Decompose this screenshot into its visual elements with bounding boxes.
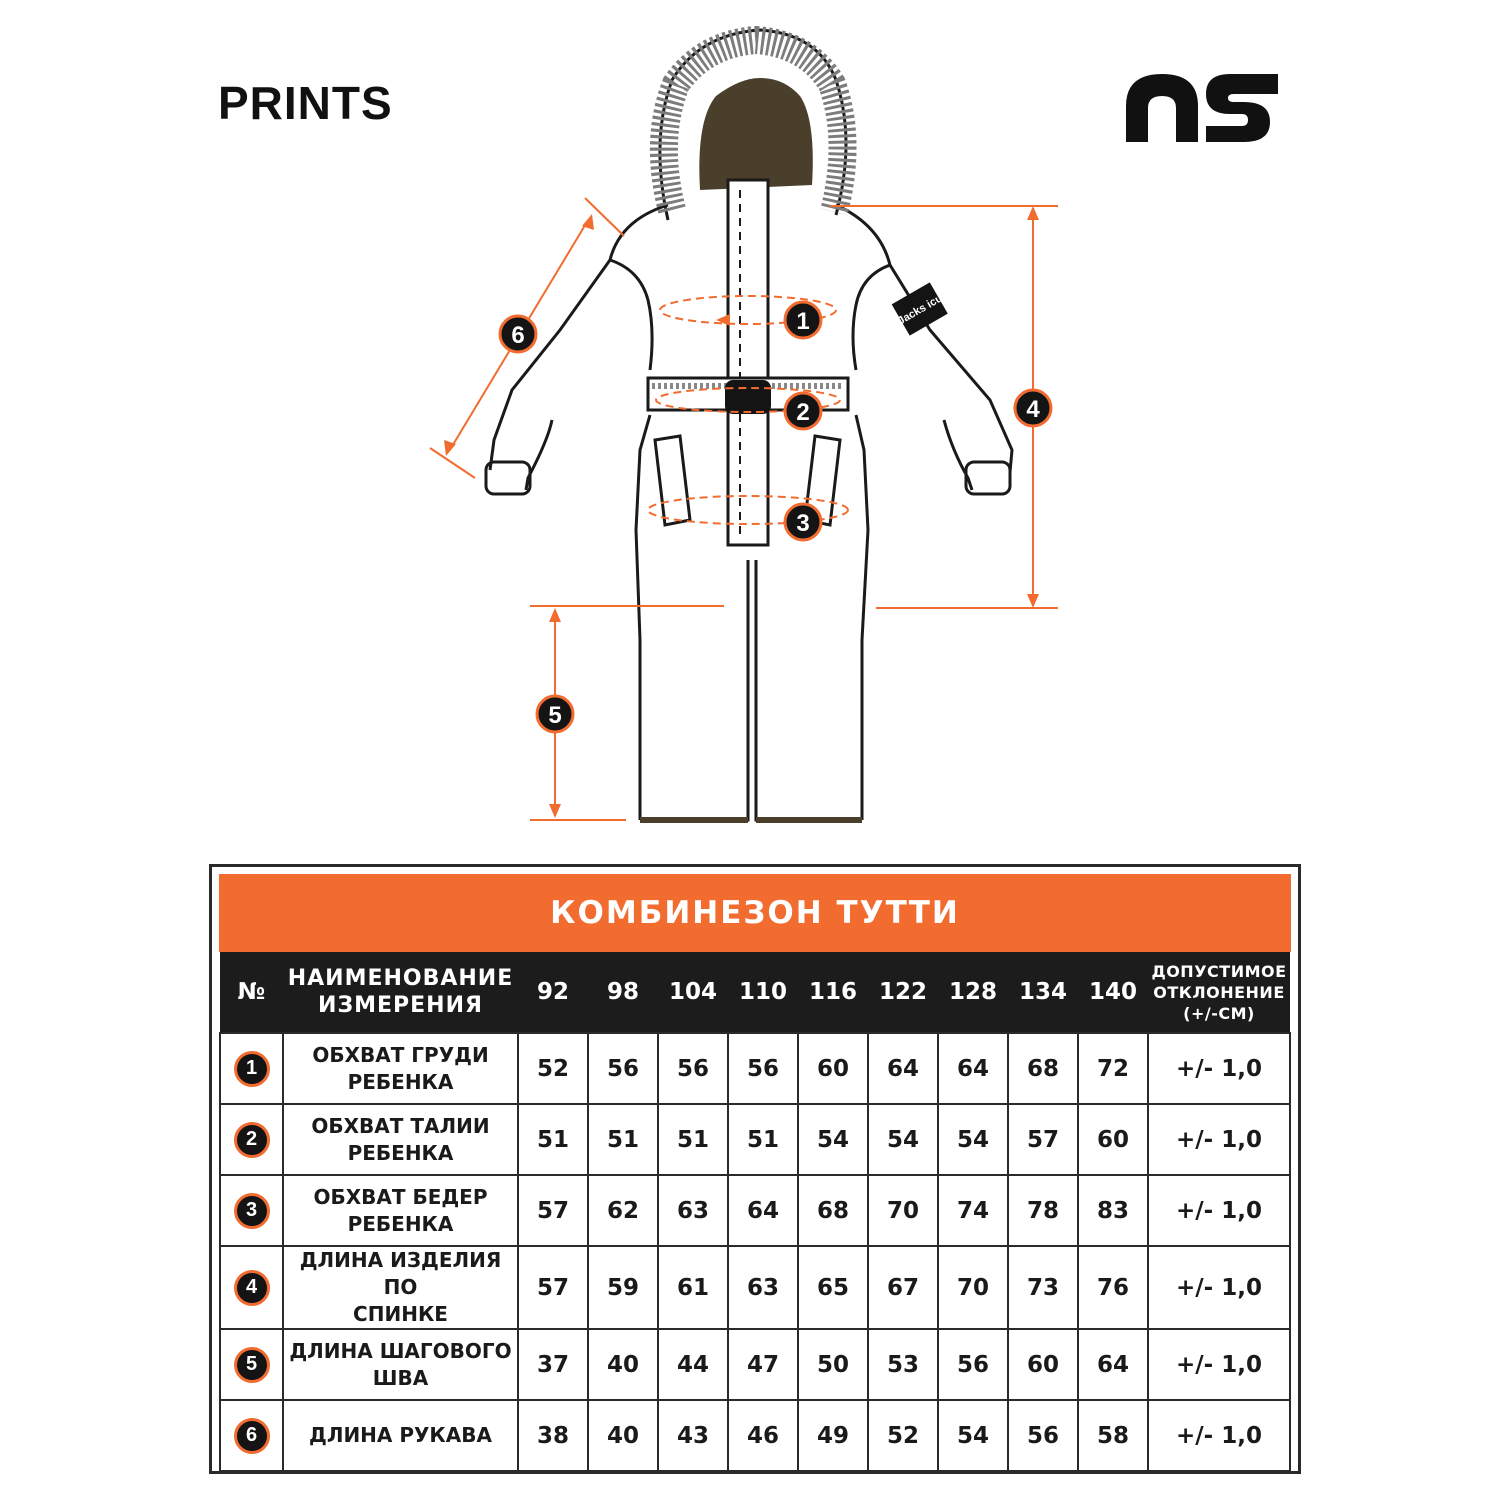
- deviation-header-line1: ДОПУСТИМОЕ: [1151, 961, 1287, 981]
- size-value-cell: 51: [658, 1104, 728, 1175]
- svg-text:1: 1: [796, 308, 810, 335]
- size-value-cell: 73: [1008, 1246, 1078, 1329]
- row-number-cell: [220, 1246, 283, 1329]
- size-value-cell: 68: [1008, 1033, 1078, 1104]
- row-number-badge: 5: [234, 1347, 270, 1383]
- row-number-cell: [220, 1400, 283, 1471]
- size-value-cell: 56: [1008, 1400, 1078, 1471]
- size-value-cell: 63: [658, 1175, 728, 1246]
- deviation-cell: +/- 1,0: [1148, 1246, 1290, 1329]
- size-value-cell: 57: [518, 1175, 588, 1246]
- row-number-cell: [220, 1104, 283, 1175]
- size-value-cell: 51: [728, 1104, 798, 1175]
- size-value-cell: 64: [938, 1033, 1008, 1104]
- measurement-name-line1: ДЛИНА ШАГОВОГО: [289, 1338, 512, 1363]
- size-value-cell: 56: [938, 1329, 1008, 1400]
- size-value-cell: 64: [1078, 1329, 1148, 1400]
- size-value-cell: 65: [798, 1246, 868, 1329]
- svg-text:4: 4: [1026, 396, 1040, 423]
- size-value-cell: 64: [728, 1175, 798, 1246]
- size-value-cell: 67: [868, 1246, 938, 1329]
- hips-marker: [785, 504, 821, 540]
- measurement-name-header: [283, 952, 518, 1033]
- size-value-cell: 56: [658, 1033, 728, 1104]
- size-value-cell: 50: [798, 1329, 868, 1400]
- size-value-cell: 40: [588, 1329, 658, 1400]
- size-value-cell: 60: [1078, 1104, 1148, 1175]
- svg-text:5: 5: [548, 702, 562, 729]
- deviation-cell: +/- 1,0: [1148, 1175, 1290, 1246]
- table-row: [220, 1175, 1290, 1246]
- row-number-badge: 2: [234, 1122, 270, 1158]
- size-header: 134: [1008, 952, 1078, 1033]
- size-value-cell: 60: [1008, 1329, 1078, 1400]
- deviation-cell: +/- 1,0: [1148, 1104, 1290, 1175]
- size-value-cell: 83: [1078, 1175, 1148, 1246]
- size-header: 110: [728, 952, 798, 1033]
- table-row: [220, 1400, 1290, 1471]
- size-value-cell: 68: [798, 1175, 868, 1246]
- back-length-marker: [1015, 390, 1051, 426]
- measurement-name-cell: [283, 1104, 518, 1175]
- measurement-name-line2: СПИНКЕ: [353, 1302, 448, 1326]
- measurement-name-line2: РЕБЕНКА: [347, 1069, 454, 1094]
- measurement-name-line1: ОБХВАТ ТАЛИИ: [311, 1113, 490, 1138]
- size-value-cell: 56: [728, 1033, 798, 1104]
- row-number-badge: 3: [234, 1193, 270, 1229]
- size-value-cell: 72: [1078, 1033, 1148, 1104]
- waist-marker: [785, 393, 821, 429]
- brand-title: PRINTS: [218, 77, 393, 129]
- size-value-cell: 59: [588, 1246, 658, 1329]
- row-number-cell: [220, 1329, 283, 1400]
- table-body: [220, 1033, 1290, 1471]
- size-value-cell: 58: [1078, 1400, 1148, 1471]
- svg-text:3: 3: [796, 510, 810, 537]
- size-value-cell: 57: [1008, 1104, 1078, 1175]
- name-header-line2: ИЗМЕРЕНИЯ: [318, 993, 483, 1018]
- table-title: КОМБИНЕЗОН ТУТТИ: [219, 874, 1291, 952]
- row-number-cell: [220, 1175, 283, 1246]
- size-value-cell: 64: [868, 1033, 938, 1104]
- size-value-cell: 56: [588, 1033, 658, 1104]
- num-header: №: [220, 952, 283, 1033]
- size-value-cell: 57: [518, 1246, 588, 1329]
- measurement-name-line1: ДЛИНА ИЗДЕЛИЯ ПО: [299, 1248, 502, 1299]
- measurement-name-line2: РЕБЕНКА: [347, 1140, 454, 1165]
- size-value-cell: 60: [798, 1033, 868, 1104]
- size-value-cell: 43: [658, 1400, 728, 1471]
- size-header: 140: [1078, 952, 1148, 1033]
- measurement-name-cell: [283, 1329, 518, 1400]
- size-value-cell: 37: [518, 1329, 588, 1400]
- measurement-name-line1: ОБХВАТ ГРУДИ: [312, 1042, 489, 1067]
- size-value-cell: 40: [588, 1400, 658, 1471]
- deviation-cell: +/- 1,0: [1148, 1033, 1290, 1104]
- size-value-cell: 62: [588, 1175, 658, 1246]
- sleeve-patch-text: Jacks icu: [895, 292, 945, 328]
- deviation-header: [1148, 952, 1290, 1033]
- size-chart: [219, 952, 1291, 1472]
- table-row: [220, 1104, 1290, 1175]
- size-value-cell: 54: [798, 1104, 868, 1175]
- measurement-name-line2: РЕБЕНКА: [347, 1211, 454, 1236]
- size-value-cell: 53: [868, 1329, 938, 1400]
- measurement-name-cell: [283, 1246, 518, 1329]
- svg-text:6: 6: [511, 322, 525, 349]
- table-row: [220, 1329, 1290, 1400]
- size-table: [209, 864, 1301, 1474]
- size-value-cell: 61: [658, 1246, 728, 1329]
- size-value-cell: 54: [868, 1104, 938, 1175]
- table-header-row: [220, 952, 1290, 1033]
- svg-text:2: 2: [796, 399, 810, 426]
- size-value-cell: 51: [518, 1104, 588, 1175]
- size-value-cell: 47: [728, 1329, 798, 1400]
- size-value-cell: 49: [798, 1400, 868, 1471]
- size-header: 98: [588, 952, 658, 1033]
- size-header: 104: [658, 952, 728, 1033]
- row-number-badge: 1: [234, 1051, 270, 1087]
- deviation-header-line2: ОТКЛОНЕНИЕ: [1153, 982, 1285, 1002]
- row-number-badge: 6: [234, 1418, 270, 1454]
- size-header: 92: [518, 952, 588, 1033]
- row-number-cell: [220, 1033, 283, 1104]
- chest-marker: [785, 302, 821, 338]
- measurement-name-cell: [283, 1175, 518, 1246]
- size-header: 122: [868, 952, 938, 1033]
- size-value-cell: 76: [1078, 1246, 1148, 1329]
- size-value-cell: 54: [938, 1104, 1008, 1175]
- size-value-cell: 74: [938, 1175, 1008, 1246]
- size-value-cell: 44: [658, 1329, 728, 1400]
- name-header-line1: НАИМЕНОВАНИЕ: [287, 966, 514, 991]
- measurement-name-cell: [283, 1033, 518, 1104]
- size-value-cell: 52: [868, 1400, 938, 1471]
- measurement-name-line1: ОБХВАТ БЕДЕР: [313, 1184, 488, 1209]
- size-value-cell: 54: [938, 1400, 1008, 1471]
- size-value-cell: 46: [728, 1400, 798, 1471]
- inseam-marker: [537, 696, 573, 732]
- size-header: 128: [938, 952, 1008, 1033]
- size-value-cell: 51: [588, 1104, 658, 1175]
- table-row: [220, 1246, 1290, 1329]
- measurement-name-line2: ШВА: [372, 1365, 429, 1390]
- sleeve-marker: [500, 316, 536, 352]
- size-header: 116: [798, 952, 868, 1033]
- row-number-badge: 4: [234, 1270, 270, 1306]
- size-value-cell: 52: [518, 1033, 588, 1104]
- size-value-cell: 70: [938, 1246, 1008, 1329]
- measurement-name-line1: ДЛИНА РУКАВА: [309, 1423, 492, 1447]
- measurement-name-cell: [283, 1400, 518, 1471]
- deviation-cell: +/- 1,0: [1148, 1329, 1290, 1400]
- deviation-cell: +/- 1,0: [1148, 1400, 1290, 1471]
- size-value-cell: 38: [518, 1400, 588, 1471]
- size-value-cell: 78: [1008, 1175, 1078, 1246]
- size-value-cell: 70: [868, 1175, 938, 1246]
- size-value-cell: 63: [728, 1246, 798, 1329]
- table-row: [220, 1033, 1290, 1104]
- deviation-header-line3: (+/-СМ): [1183, 1003, 1255, 1023]
